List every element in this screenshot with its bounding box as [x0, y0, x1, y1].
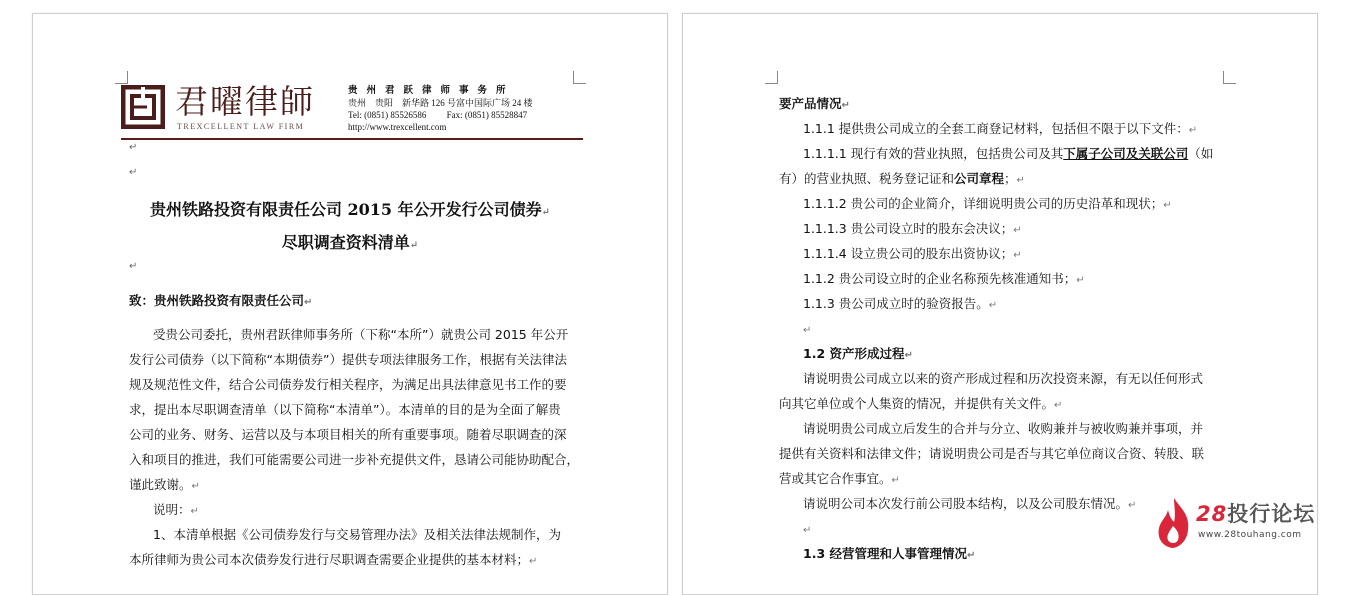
firm-url: http://www.trexcellent.com — [348, 122, 447, 132]
para-1-2-a-cont: 向其它单位或个人集资的情况，并提供有关文件。↵ — [779, 396, 1063, 411]
flame-icon — [1154, 496, 1194, 550]
crop-mark-top-left — [765, 71, 778, 84]
paragraph-mark: ↵ — [129, 142, 138, 153]
document-title-line2[interactable]: 尽职调查资料清单↵ — [281, 233, 419, 252]
letterhead-rule — [121, 138, 583, 140]
item-1-1-1: 1.1.1 提供贵公司成立的全套工商登记材料，包括但不限于以下文件：↵ — [803, 121, 1198, 136]
firm-logo-text: 君曜律師 — [175, 82, 315, 121]
item-1-1-1-1: 1.1.1.1 现行有效的营业执照，包括贵公司及其下属子公司及关联公司（如 — [803, 146, 1214, 161]
firm-address: 贵州 贵阳 新华路 126 号富中国际广场 24 楼 — [348, 98, 533, 108]
item-1-1-2: 1.1.2 贵公司设立时的企业名称预先核准通知书；↵ — [803, 271, 1085, 286]
letterhead — [121, 82, 583, 144]
firm-logo-icon — [121, 85, 165, 129]
para-1-2-a: 请说明贵公司成立以来的资产形成过程和历次投资来源，有无以任何形式 — [803, 371, 1204, 386]
firm-english-name: TREXCELLENT LAW FIRM — [177, 122, 305, 131]
para-1-2-b: 请说明贵公司成立后发生的合并与分立、收购兼并与被收购兼并事项，并 — [803, 421, 1204, 436]
watermark-title: 28投行论坛 — [1196, 502, 1316, 526]
section-heading-products: 要产品情况↵ — [779, 96, 850, 111]
paragraph-mark: ↵ — [129, 261, 138, 272]
para-1-2-b-cont: 提供有关资料和法律文件；请说明贵公司是否与其它单位商议合资、转股、联 — [779, 446, 1205, 461]
watermark-url: www.28touhang.com — [1198, 530, 1302, 540]
document-title-line1[interactable]: 贵州铁路投资有限责任公司 2015 年公开发行公司债券↵ — [149, 200, 551, 219]
item-1-1-1-1-cont: 有）的营业执照、税务登记证和公司章程；↵ — [779, 171, 1025, 186]
paragraph-mark: ↵ — [129, 167, 138, 178]
firm-phone-fax — [348, 109, 533, 121]
document-page-left[interactable]: 君曜律師 TREXCELLENT LAW FIRM 贵州君跃律师事务所 贵州 贵阳 新华路 126 号富中国际广场 24 楼 Tel: (0851) 85526586 Fax: (0851) 85528847 http://www.trexcellent.com ↵ ↵ 贵州铁路投资有限责任公司 2015 年公开发行公司债券↵ 尽职调查资料清单↵ ↵ 致：贵州铁路投资有限责任公司↵ 受贵公司委托，贵州君跃律师事务所（下称“本所”）就贵公司 2015 年公开 发行公司债券（以下简称“本期债券”）提供专项法律服务工作，根据有关法律法 规及规范性文件，结合公司债券发行相关程序，为满足出具法律意见书工作的要 求，提出本尽职调查清单（以下简称“本清单”）。本清单的目的是为全面了解贵 公司的业务、财务、运营以及与本项目相关的所有重要事项。随着尽职调查的深 入和项目的推进，我们可能需要公司进一步补充提供文件，恳请公司能协助配合， 谨此致谢。↵ 说明：↵ 1、本清单根据《公司债券发行与交易管理办法》及相关法律法规制作，为 本所律师为贵公司本次债券发行进行尽职调查需要企业提供的基本材料；↵ — [32, 13, 668, 595]
firm-tel: Tel: (0851) 85526586 — [348, 110, 427, 120]
section-heading-1-3: 1.3 经营管理和人事管理情况↵ — [803, 546, 976, 561]
empty-paragraph: ↵ — [803, 325, 812, 336]
crop-mark-top-right — [1223, 71, 1236, 84]
site-watermark — [1152, 494, 1337, 554]
item-1-1-1-4: 1.1.1.4 设立贵公司的股东出资协议；↵ — [803, 246, 1022, 261]
item-1-1-1-3: 1.1.1.3 贵公司设立时的股东会决议；↵ — [803, 221, 1022, 236]
firm-name: 贵州君跃律师事务所 — [348, 86, 515, 96]
addressee-line[interactable]: 致：贵州铁路投资有限责任公司↵ — [129, 293, 313, 308]
item-1-1-3: 1.1.3 贵公司成立时的验资报告。↵ — [803, 296, 998, 311]
item-1-1-1-2: 1.1.1.2 贵公司的企业简介，详细说明贵公司的历史沿革和现状；↵ — [803, 196, 1172, 211]
para-1-2-b-cont2: 营或其它合作事宜。↵ — [779, 471, 900, 486]
empty-paragraph: ↵ — [803, 525, 812, 536]
note-label[interactable]: 说明：↵ — [153, 502, 199, 517]
firm-fax: Fax: (0851) 85528847 — [446, 110, 528, 120]
section-heading-1-2: 1.2 资产形成过程↵ — [803, 346, 913, 361]
firm-contact-block — [348, 85, 533, 133]
para-1-2-c: 请说明公司本次发行前公司股本结构，以及公司股东情况。↵ — [803, 496, 1137, 511]
